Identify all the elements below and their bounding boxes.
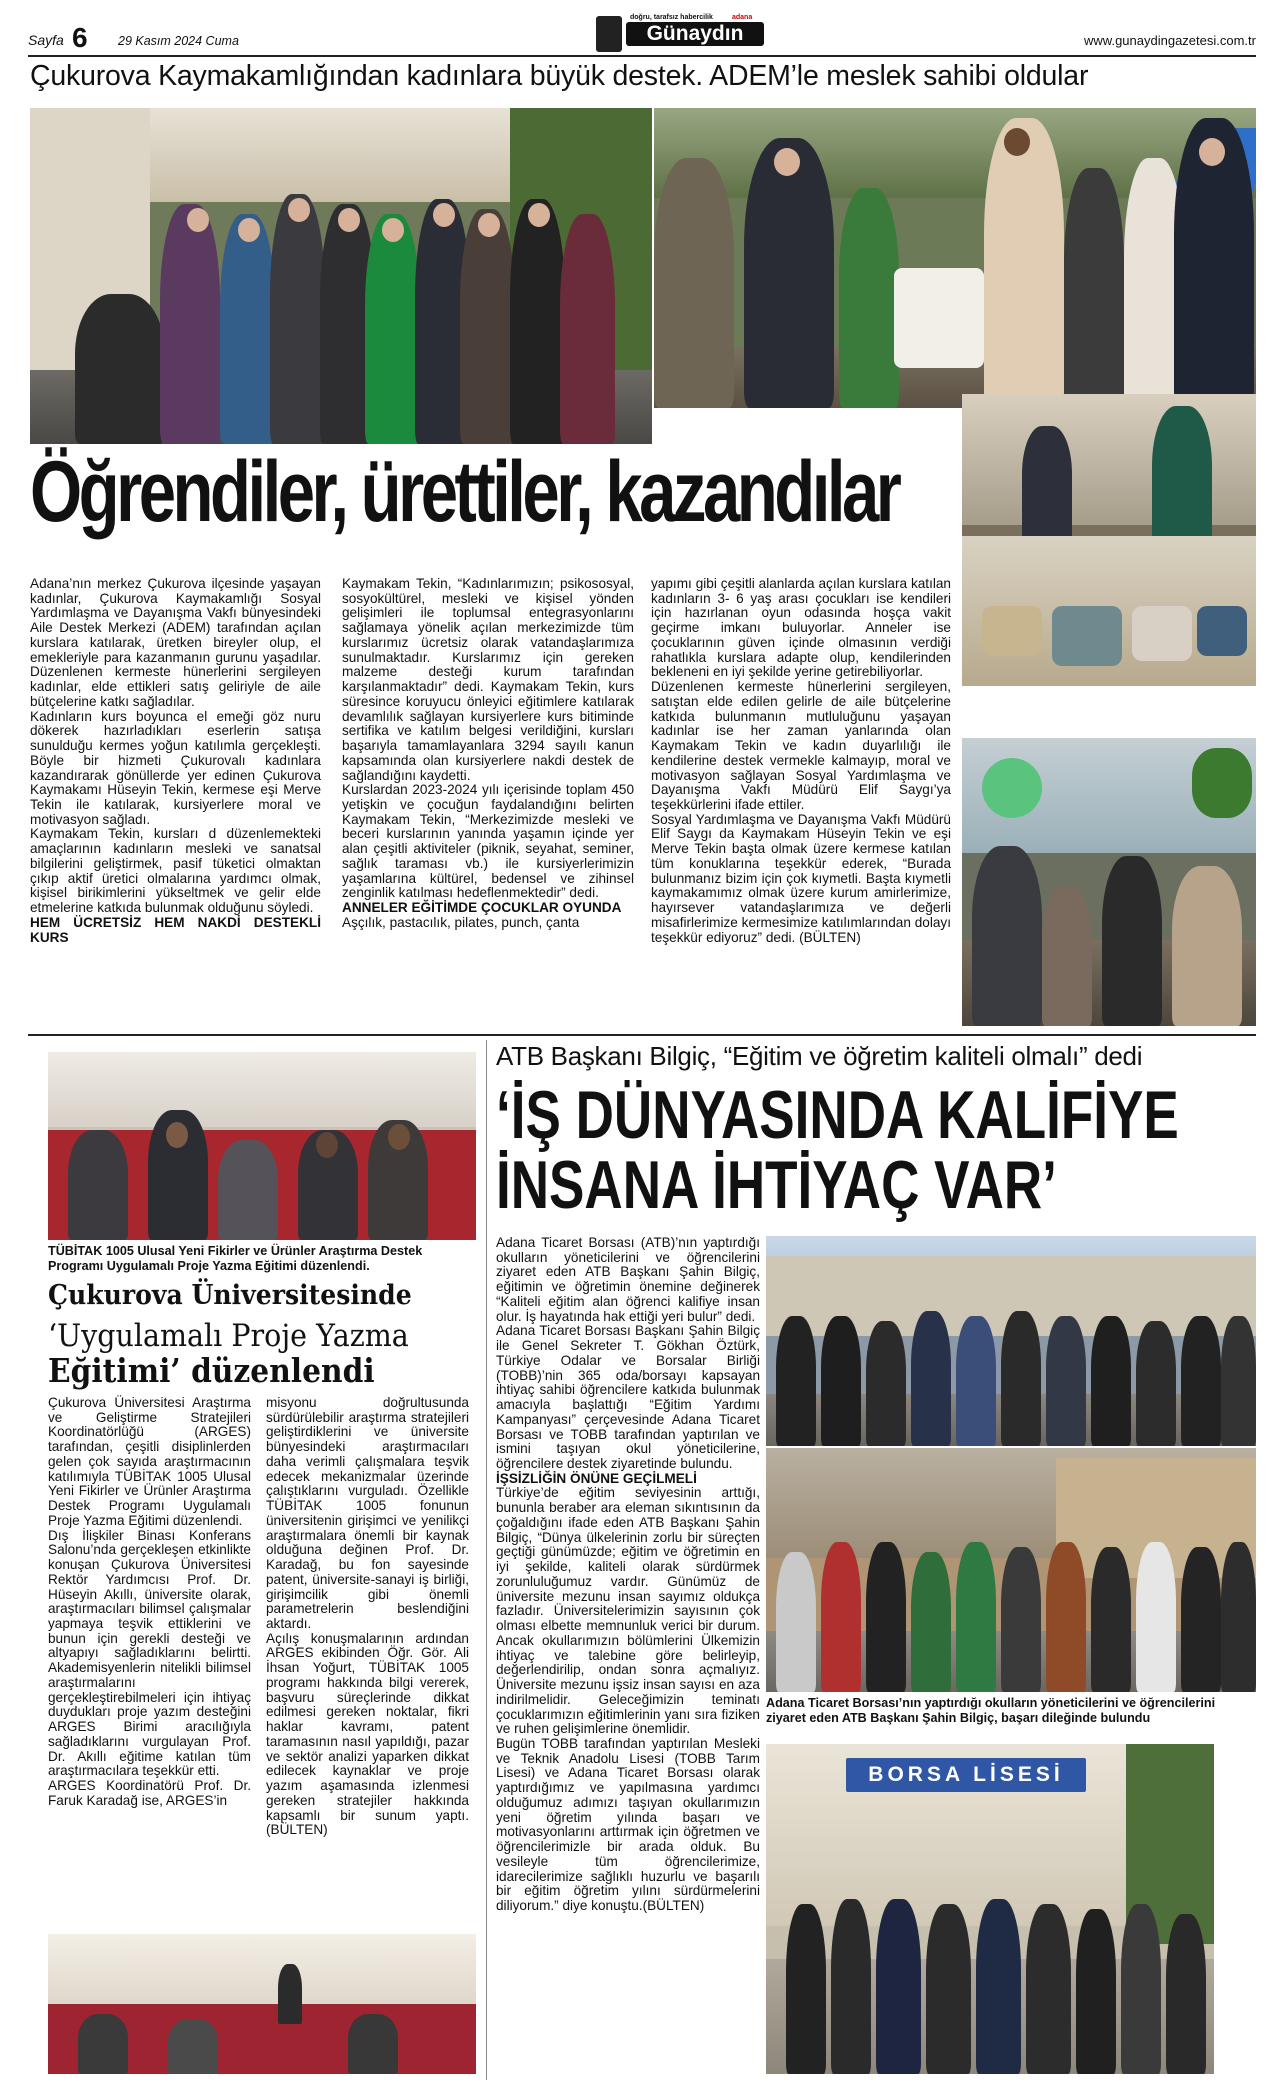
newspaper-logo[interactable] — [596, 14, 766, 56]
story3-column — [496, 1236, 760, 1914]
story2-headline-1: Çukurova Üniversitesinde — [48, 1280, 412, 1311]
story1-col2-subhead: ANNELER EĞİTİMDE ÇOCUKLAR OYUNDA — [342, 900, 622, 916]
story3-kicker: ATB Başkanı Bilgiç, “Eğitim ve öğretim kaliteli olmalı” dedi — [496, 1041, 1143, 1071]
seminar-hall-photo — [48, 1934, 476, 2074]
story1-column-3 — [651, 577, 951, 945]
seminar-photo-caption: TÜBİTAK 1005 Ulusal Yeni Fikirler ve Ürünler Araştırma Destek Programı Uygulamalı Proje Yazma Eğitimi düzenlendi. — [48, 1244, 423, 1274]
story3-col-subhead: İŞSİZLİĞİN ÖNÜNE GEÇİLMELİ — [496, 1470, 697, 1486]
story3-col-rest: Türkiye’de eğitim seviyesinin arttığı, bununla beraber ara eleman sıkıntısının da çoğaldığını ifade eden ATB Başkanı Şahin Bilgiç, “Dünya ülkelerinin zorlu bir süreçten geçtiği günümüzde; eğitim ve öğretimin en iyi şekilde, kaliteli olarak sürdürmek zorunluluğumuz vardır. Günümüz de üniversite mezunu insan sayımız oldukça fazladır. Üniversitelerimizin sayısının çok olması elbette memnunluk verici bir durum. Ancak okullarımızın bölümlerini Ülkemizin ihtiyaç ve talebine göre belirleyip, değerlendirilip, ondan sonra açmalıyız. Üniversite mezunu işsiz insan sayısı en aza indirilmelidir. Geleceğimizin teminatı çocuklarımızın eğitimlerinin yanı sıra fiziken ve ruhen gelişimlerine önemlidir. Bugün TOBB tarafından yaptırılan Mesleki ve Teknik Anadolu Lisesi (TOBB Tarım Lisesi) ve Adana Ticaret Borsası olarak yaptırdığımız ve yapılmasına yardımcı olduğumuz adımızı taşıyan okullarımızın yeni öğretim yılında başarı ve motivasyonlarını arttırmak için öğretmen ve öğrencilerimizle bir arada olduk. Bu vesileyle tüm öğrencilerimize, idarecilerimize sağlıklı huzurlu ve başarılı bir eğitim öğretim yılını sürdürmelerini diliyorum.” diye konuştu.(BÜLTEN) — [496, 1485, 760, 1914]
story1-headline: Öğrendiler, ürettiler, kazandılar — [30, 444, 899, 540]
story2-headline-2: ‘Uygulamalı Proje Yazma — [48, 1318, 409, 1354]
school-visit-caption: Adana Ticaret Borsası’nın yaptırdığı okulların yöneticilerini ve öğrencilerini ziyaret eden ATB Başkanı Şahin Bilgiç, başarı dileğinde bulundu — [766, 1696, 1216, 1726]
column-divider — [486, 1040, 487, 2080]
logo-tagline: doğru, tarafsız habercilik — [630, 14, 713, 21]
story2-column-1 — [48, 1396, 251, 1809]
page-header — [28, 14, 1256, 53]
story2-col1-text: Çukurova Üniversitesi Araştırma ve Geliştirme Stratejileri Koordinatörlüğü (ARGES) tarafından, çeşitli disiplinlerden gelen çok sayıda araştırmacının katılımıyla TÜBİTAK 1005 Ulusal Yeni Fikirler ve Ürünler Araştırma Destek Programı Uygulamalı Proje Yazma Eğitimi düzenlendi. Dış İlişkiler Binası Konferans Salonu’nda gerçekleşen etkinlikte konuşan Çukurova Üniversitesi Rektör Yardımcısı Prof. Dr. Hüseyin Akıllı, üniversite olarak, araştırmacıları bilimsel çalışmalar yapmaya teşvik ettiklerini ve bunun için gerekli desteği ve altyapıyı sağladıklarını belirtti. Akademisyenlerin nitelikli bilimsel araştırmalarını gerçekleştirebilmeleri için ihtiyaç duydukları proje yazım desteğini ARGES Birimi aracılığıyla sağladıklarını vurgulayan Prof. Dr. Akıllı eğitime katılan tüm araştırmacılara teşekkür etti. ARGES Koordinatörü Prof. Dr. Faruk Karadağ ise, ARGES’in — [48, 1395, 251, 1808]
logo-city: adana — [732, 14, 753, 21]
header-divider — [28, 55, 1256, 57]
story1-column-2 — [342, 577, 634, 931]
story2-headline-3: Eğitimi’ düzenlendi — [48, 1351, 375, 1390]
page-label: Sayfa — [28, 32, 64, 48]
story2-column-2 — [266, 1396, 469, 1838]
story2-col2-text: misyonu doğrultusunda sürdürülebilir araştırma stratejileri geliştirdiklerini ve üniversite bünyesindeki araştırmacıları daha verimli çalışmalara teşvik edecek mekanizmalar üzerinde çalıştıklarını vurguladı. Özellikle TÜBİTAK 1005 fonunun üniversitenin girişimci ve yenilikçi araştırmalara önemli bir kaynak olduğuna değinen Prof. Dr. Karadağ, bu fon sayesinde patent, üniversite-sanayi iş birliği, girişimcilik gibi önemli parametrelerin beslendiğini aktardı. Açılış konuşmalarının ardından ARGES ekibinden Öğr. Gör. Ali İhsan Yoğurt, TÜBİTAK 1005 programı hakkında bilgi vererek, başvuru süreçlerinde dikkat edilmesi gereken noktalar, fikri haklar kavramı, patent taramasının nasıl yapıldığı, pazar ve sektör analizi yaparken dikkat edilecek kaynaklar ve proje yazım aşamasında izlenmesi gereken stratejiler hakkında kapsamlı bir sunum yaptı. (BÜLTEN) — [266, 1395, 469, 1838]
story1-col1-subhead: HEM ÜCRETSİZ HEM NAKDİ DESTEKLİ KURS — [30, 914, 321, 945]
section-divider — [28, 1034, 1256, 1036]
page-number: 6 — [72, 22, 88, 53]
story1-col1-text: Adana’nın merkez Çukurova ilçesinde yaşayan kadınlar, Çukurova Kaymakamlığı Sosyal Yardımlaşma ve Dayanışma Vakfı bünyesindeki Aile Destek Merkezi (ADEM) tarafından açılan kurslara katılarak, üretken bireyler olup, el emekleriyle para kazanmanın gurunu yaşadılar. Düzenlenen kermeste hünerlerini sergileyen kadınlar, elde ettikleri satış geliriyle de aile bütçelerine katkı sağladılar. Kadınların kurs boyunca el emeği göz nuru dökerek hazırladıkları eserlerin satışa sunulduğu kermes yoğun katılımla gerçekleşti. Böyle bir hizmeti Çukurovalı kadınlara kazandırarak gönüllerde yer edinen Çukurova Kaymakamı Hüseyin Tekin, kermese eşi Merve Tekin ile katılarak, kursiyerlere moral ve motivasyon sağladı. Kaymakam Tekin, kursları d düzenlemekteki amaçlarının kadınların mesleki ve sanatsal bilgilerini geliştirmek, pasif tüketici olmaktan çıkıp aktif üretici olmalarına yardımcı olmak, kişisel birikimlerini yükseltmek ve gelir elde etmelerine katkıda bulunmak olduğunu söyledi. — [30, 576, 321, 916]
issue-date: 29 Kasım 2024 Cuma — [118, 34, 239, 48]
fair-courtyard-photo — [962, 738, 1256, 1026]
story3-headline-2: İNSANA İHTİYAÇ VAR’ — [496, 1147, 1057, 1223]
logo-name: Günaydın — [626, 22, 764, 46]
seminar-audience-photo — [48, 1052, 476, 1240]
story1-column-1 — [30, 577, 321, 945]
borsa-lisesi-photo — [766, 1744, 1214, 2074]
story3-headline-1: ‘İŞ DÜNYASINDA KALİFİYE — [496, 1077, 1179, 1153]
school-visit-group-photo-1 — [766, 1236, 1256, 1446]
logo-emblem-icon — [596, 16, 622, 52]
kermes-prayer-photo — [654, 108, 1256, 408]
website-url[interactable]: www.gunaydingazetesi.com.tr — [1084, 33, 1256, 48]
story1-kicker: Çukurova Kaymakamlığından kadınlara büyük destek. ADEM’le meslek sahibi oldular — [30, 60, 1089, 92]
story1-col3-text: yapımı gibi çeşitli alanlarda açılan kurslara katılan kadınların 3- 6 yaş arası çocukları ise kendileri için hazırlanan oyun odasında hoşça vakit geçirme imkanı buluyorlar. Anneler ise çocuklarının güven içinde olmasının verdiği rahatlıkla kurslara adapte olup, kendilerinden bekleneni en iyi şekilde yerine getirebiliyorlar. Düzenlenen kermeste hünerlerini sergileyen, satıştan elde edilen gelirle de aile bütçelerine katkıda bulunmanın mutluluğunu yaşayan kadınlar ise her zaman yanlarında olan Kaymakam Tekin ve kadın duyarlılığı ile kendilerine destek vermekle kalmayıp, moral ve motivasyon sağlayan Sosyal Yardımlaşma ve Dayanışma Vakfı Müdürü Elif Saygı’ya teşekkürlerini ifade ettiler. Sosyal Yardımlaşma ve Dayanışma Vakfı Müdürü Elif Saygı da Kaymakam Hüseyin Tekin ve eşi Merve Tekin başta olmak üzere kermese katılan tüm konuklarına teşekkür ederek, “Burada bulunmanız bizim için çok kıymetli. Başta kıymetli kaymakamımız olmak üzere kurum amirlerimize, hayırsever vatandaşlarımıza ve değerli misafirlerimize kermesimize katılımlarından dolayı teşekkür ediyoruz” dedi. (BÜLTEN) — [651, 576, 951, 945]
school-visit-group-photo-2 — [766, 1448, 1256, 1692]
story1-col2-tail: Aşçılık, pastacılık, pilates, punch, çanta — [342, 914, 580, 930]
handcraft-display-photo — [962, 394, 1256, 686]
school-sign-text: BORSA LİSESİ — [868, 1763, 1064, 1786]
kermes-group-photo — [30, 108, 652, 444]
story1-col2-text: Kaymakam Tekin, “Kadınlarımızın; psikososyal, sosyokültürel, mesleki ve kişisel yönden gelişimleri ile toplumsal entegrasyonlarını sağlamaya yönelik açılan merkezimizde tüm kurslarımız ücretsiz olarak vatandaşlarımıza sunulmaktadır. Kurslarımız için gereken malzeme desteği kurum tarafından karşılanmaktadır” dedi. Kaymakam Tekin, kurs süresince koruyucu önleyici eğitimlere katılarak devamlılık sağlayan kursiyerlere kurs bitiminde sertifika ve katılım belgesi verildiğini, kursları başarıyla tamamlayanlara 3294 sayılı kanun kapsamında olan kursiyerlere nakdi destek de sağlandığını kaydetti. Kurslardan 2023-2024 yılı içerisinde toplam 450 yetişkin ve çocuğun faydalandığını belirten Kaymakam Tekin, “Merkezimizde mesleki ve beceri kurslarının yanında yaşamın içinde yer alan çeşitli aktiviteler (piknik, seyahat, seminer, sağlık taraması vb.) ile kursiyerlerimizin yaşamlarına kültürel, bedensel ve zihinsel zenginlik katılması hedeflenmektedir” dedi. — [342, 576, 634, 901]
story3-col-text: Adana Ticaret Borsası (ATB)’nın yaptırdığı okulların yöneticilerini ve öğrencilerini ziyaret eden ATB Başkanı Şahin Bilgiç, eğitimin ve öğretimin önemine değinerek “Kaliteli eğitim alan öğrenci kalifiye insan olur. İş hayatında hak ettiği yeri bulur” dedi. Adana Ticaret Borsası Başkanı Şahin Bilgiç ile Genel Sekreter T. Gökhan Öztürk, Türkiye Odalar ve Borsalar Birliği (TOBB)’nin 365 oda/borsayı kapsayan ihtiyaç sahibi öğrencilere katkıda bulunmak amacıyla başlattığı “Eğitim Yardımı Kampanyası” çerçevesinde Adana Ticaret Borsası ve TOBB tarafından yaptırılan ve ismini taşıyan okul yöneticilerine, öğrencilere destek ziyaretinde bulundu. — [496, 1235, 760, 1472]
